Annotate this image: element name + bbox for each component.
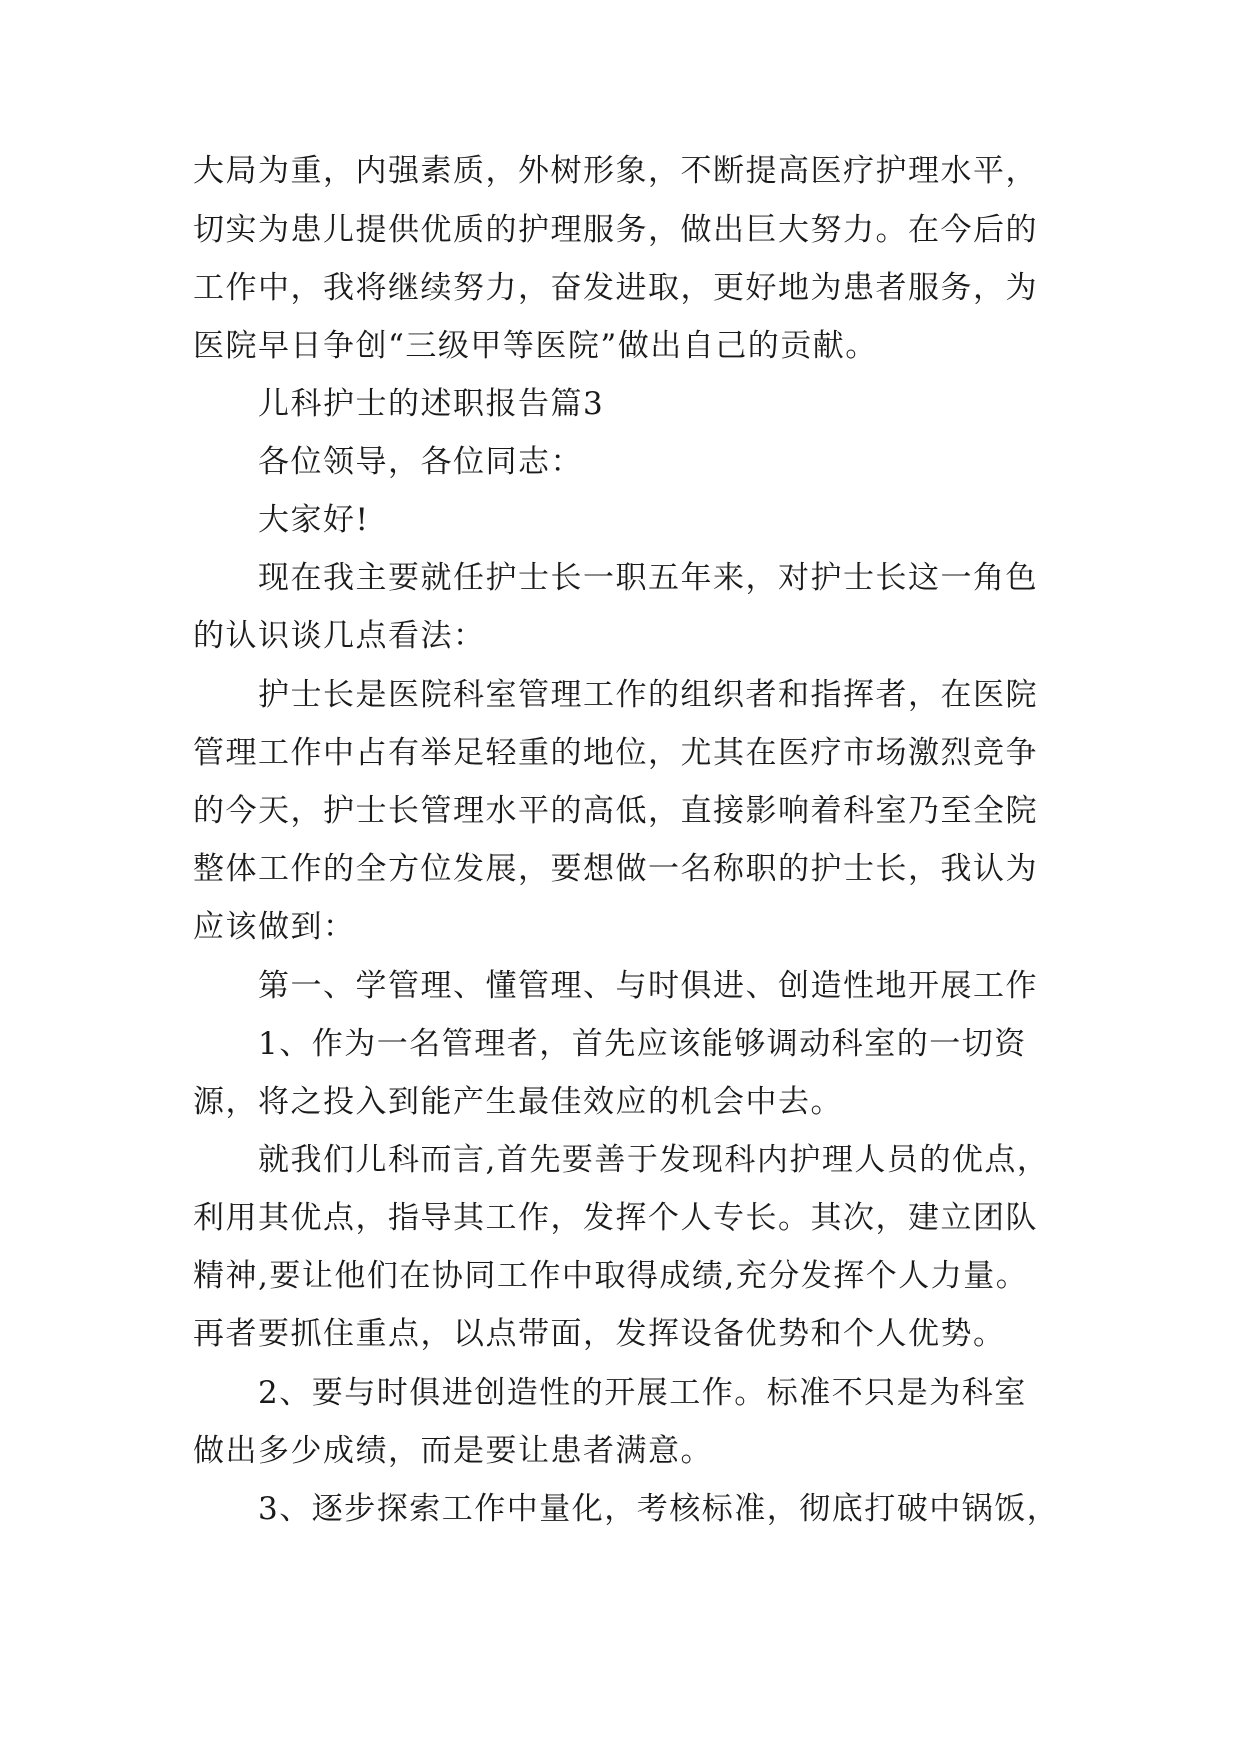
text-line: 3、逐步探索工作中量化，考核标准，彻底打破中锅饭，: [258, 1491, 1060, 1527]
text-line: 应该做到：: [193, 909, 356, 945]
text-line: 切实为患儿提供优质的护理服务，做出巨大努力。在今后的: [193, 212, 1038, 248]
text-line: 医院早日争创“三级甲等医院”做出自己的贡献。: [193, 328, 878, 364]
text-line: 管理工作中占有举足轻重的地位，尤其在医疗市场激烈竞争: [193, 735, 1038, 771]
text-line: 整体工作的全方位发展，要想做一名称职的护士长，我认为: [193, 851, 1038, 887]
text-line: 的认识谈几点看法：: [193, 618, 486, 654]
text-line: 2、要与时俱进创造性的开展工作。标准不只是为科室: [258, 1375, 1027, 1411]
text-line: 再者要抓住重点，以点带面，发挥设备优势和个人优势。: [193, 1316, 1006, 1352]
text-line: 做出多少成绩，而是要让患者满意。: [193, 1433, 713, 1469]
text-line: 利用其优点，指导其工作，发挥个人专长。其次，建立团队: [193, 1200, 1038, 1236]
text-line: 护士长是医院科室管理工作的组织者和指挥者，在医院: [258, 677, 1038, 713]
text-line: 的今天，护士长管理水平的高低，直接影响着科室乃至全院: [193, 793, 1038, 829]
section-heading: 儿科护士的述职报告篇3: [258, 386, 605, 422]
text-line: 大局为重，内强素质，外树形象，不断提高医疗护理水平，: [193, 153, 1038, 189]
text-line: 1、作为一名管理者，首先应该能够调动科室的一切资: [258, 1026, 1027, 1062]
text-line: 源，将之投入到能产生最佳效应的机会中去。: [193, 1084, 843, 1120]
greeting: 大家好!: [258, 502, 370, 538]
text-line: 现在我主要就任护士长一职五年来，对护士长这一角色: [258, 560, 1038, 596]
text-line: 工作中，我将继续努力，奋发进取，更好地为患者服务，为: [193, 270, 1038, 306]
text-line: 就我们儿科而言,首先要善于发现科内护理人员的优点，: [258, 1142, 1050, 1178]
salutation: 各位领导，各位同志：: [258, 444, 583, 480]
text-line: 精神,要让他们在协同工作中取得成绩,充分发挥个人力量。: [193, 1258, 1029, 1294]
subheading: 第一、学管理、懂管理、与时俱进、创造性地开展工作: [258, 968, 1038, 1004]
